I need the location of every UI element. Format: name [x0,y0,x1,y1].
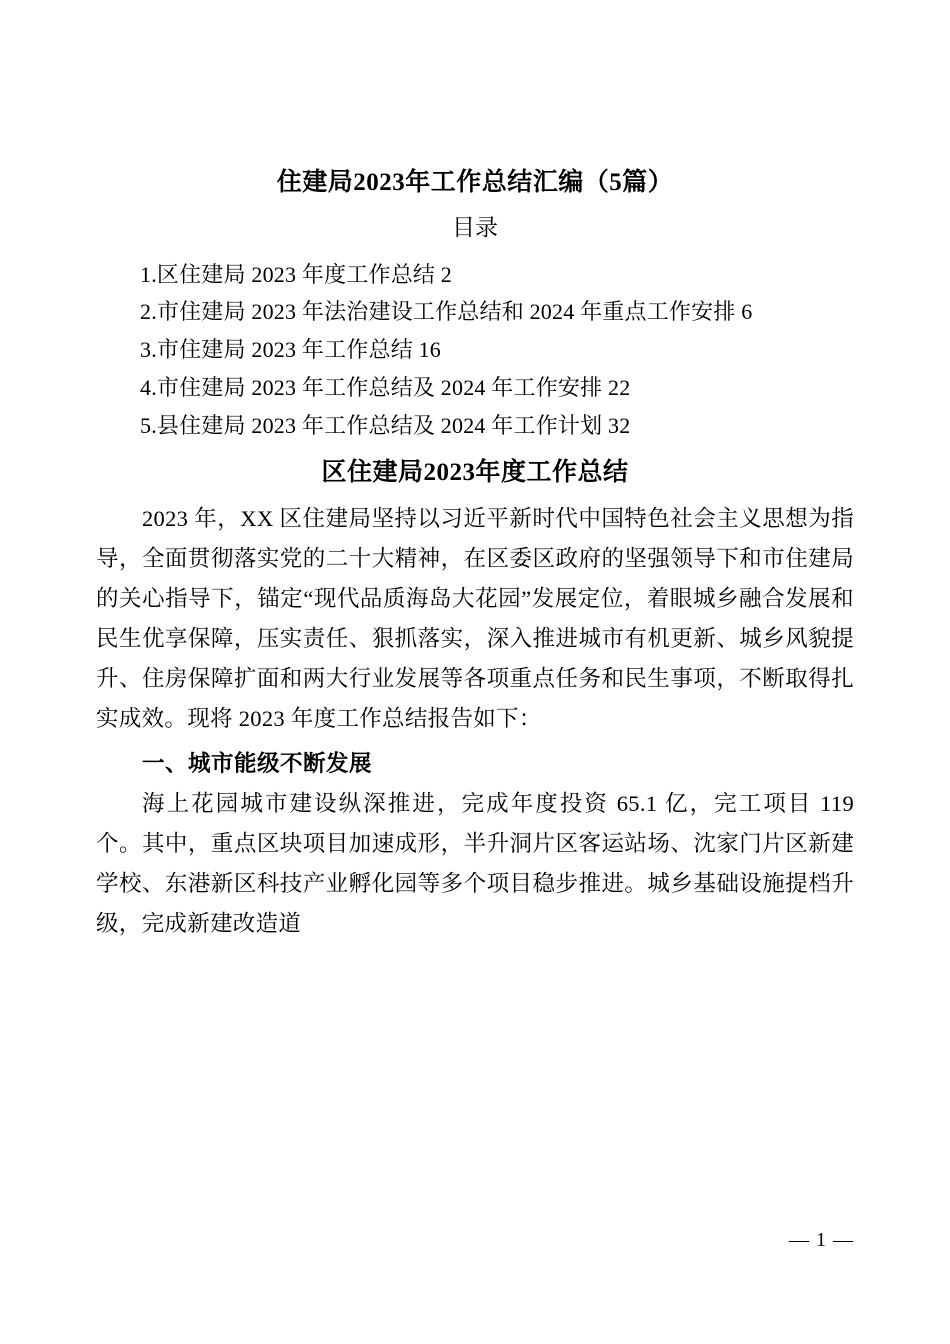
toc-heading: 目录 [452,215,498,240]
toc-entry-2[interactable]: 2.市住建局 2023 年法治建设工作总结和 2024 年重点工作安排 6 [140,299,753,325]
toc-entry-4[interactable]: 4.市住建局 2023 年工作总结及 2024 年工作安排 22 [140,375,631,401]
body-paragraph-1: 2023 年，XX 区住建局坚持以习近平新时代中国特色社会主义思想为指导，全面贯彻落实党的二十大精神，在区委区政府的坚强领导下和市住建局的关心指导下，锚定“现代品质海岛大花园”发展定位，着眼城乡融合发展和民生优享保障，压实责任、狠抓落实，深入推进城市有机更新、城乡风貌提升、住房保障扩面和两大行业发展等各项重点任务和民生事项，不断取得扎实成效。现将 2023 年度工作总结报告如下： [96,506,854,732]
toc-entry-5[interactable]: 5.县住建局 2023 年工作总结及 2024 年工作计划 32 [140,412,631,438]
toc-entry-1[interactable]: 1.区住建局 2023 年度工作总结 2 [140,261,453,287]
document-title: 住建局2023年工作总结汇编（5篇） [276,169,674,196]
sub-heading-1: 一、城市能级不断发展 [142,750,373,776]
page-number: — 1 — [789,1229,854,1251]
toc-entry-3[interactable]: 3.市住建局 2023 年工作总结 16 [140,337,442,363]
body-paragraph-2: 海上花园城市建设纵深推进，完成年度投资 65.1 亿，完工项目 119 个。其中，重点区块项目加速成形，半升洞片区客运站场、沈家门片区新建学校、东港新区科技产业孵化园等多个项目稳步推进。城乡基础设施提档升级，完成新建改造道 [96,791,854,937]
section-title: 区住建局2023年度工作总结 [321,458,629,486]
